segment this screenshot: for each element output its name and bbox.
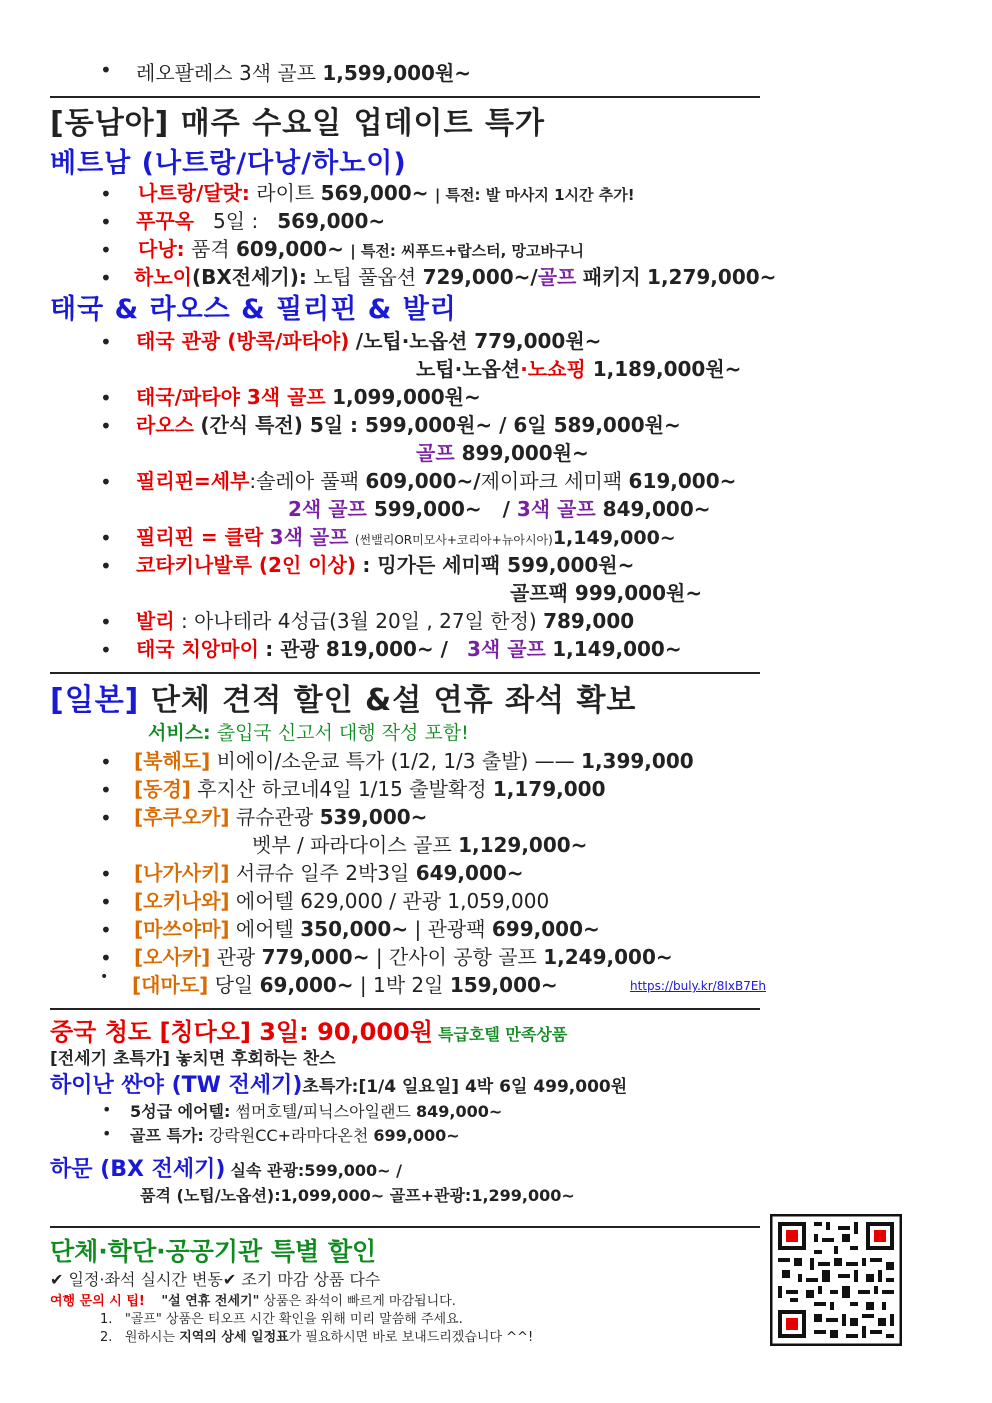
item-golf-price: 1,279,000~ <box>647 265 777 289</box>
item-desc: 당일 <box>214 973 254 997</box>
list-item <box>134 773 605 802</box>
item-note: (썬밸리OR미모사+코리아+뉴아시아) <box>354 533 553 547</box>
item-desc: 강락원CC+라마다온천 <box>208 1126 369 1145</box>
tip-item-1 <box>100 1308 463 1327</box>
item-price: 1,129,000~ <box>458 833 588 857</box>
list-item <box>130 1123 460 1146</box>
list-item <box>138 233 584 262</box>
item-desc: (간식 특전) 5일 : 599,000원~ / 6일 589,000원~ <box>200 413 681 437</box>
bullet: • <box>100 610 112 634</box>
xiamen-rest: 실속 관광:599,000~ / <box>230 1161 403 1180</box>
item-price: 779,000~ <box>261 945 370 969</box>
bullet: • <box>100 238 112 262</box>
hainan-line <box>50 1068 627 1099</box>
bullet: • <box>100 778 112 802</box>
item-name: [나가사키] <box>134 861 230 885</box>
bullet: • <box>100 969 109 985</box>
item-desc: 에어텔 629,000 / 관광 1,059,000 <box>235 889 550 913</box>
list-item <box>136 409 681 438</box>
bullet: • <box>100 638 112 662</box>
list-item <box>136 465 736 494</box>
item-name: [동경] <box>134 777 191 801</box>
item-desc-2: 제이파크 세미팩 <box>480 469 623 493</box>
item-golf: 3색 골프 <box>467 637 546 661</box>
item-golf-desc: 패키지 <box>582 265 641 289</box>
divider <box>50 1226 760 1228</box>
item-name: 발리 <box>136 609 175 633</box>
bullet: • <box>100 330 112 354</box>
bullet: • <box>100 210 112 234</box>
list-item <box>134 801 427 830</box>
qr-code-icon <box>770 1214 902 1346</box>
bullet: • <box>100 526 112 550</box>
list-item <box>136 325 601 354</box>
list-item-continued <box>252 829 587 858</box>
item-price: 569,000~ <box>320 181 429 205</box>
list-item <box>136 57 471 86</box>
divider <box>50 1008 760 1010</box>
check-line: ✔ 일정·좌석 실시간 변동✔ 조기 마감 상품 다수 <box>50 1270 381 1289</box>
bullet: • <box>100 890 112 914</box>
list-item <box>134 857 524 886</box>
footer-title: 단체·학단·공공기관 특별 할인 <box>50 1237 377 1266</box>
list-item <box>130 1099 502 1122</box>
item-desc: : 밍가든 세미팩 599,000원~ <box>362 553 635 577</box>
bullet: • <box>100 470 112 494</box>
list-item <box>134 745 694 774</box>
item-price-2: 1,249,000~ <box>543 945 673 969</box>
bullet: • <box>100 182 112 206</box>
item-desc: 5일 : <box>213 209 259 233</box>
item-price: 699,000~ <box>373 1126 460 1145</box>
item-name: [대마도] <box>132 973 209 997</box>
item-golf: 3색 골프 <box>269 525 349 549</box>
multi-heading: 태국 & 라오스 & 필리핀 & 발리 <box>50 294 457 325</box>
item-price: 649,000~ <box>415 861 524 885</box>
service-text: 출입국 신고서 대행 작성 포함! <box>216 722 469 744</box>
xiamen-title: 하문 (BX 전세기) <box>50 1157 226 1182</box>
list-item-continued: 골프팩 999,000원~ <box>510 581 703 605</box>
item-name: 레오팔레스 3색 골프 <box>136 61 316 85</box>
bullet: • <box>102 1100 112 1119</box>
hainan-rest: 초특가:[1/4 일요일] 4박 6일 499,000원 <box>302 1077 628 1097</box>
list-item <box>138 177 635 206</box>
item-note: | 특전: 발 마사지 1시간 추가! <box>434 186 635 204</box>
qingdao-note: 특급호텔 만족상품 <box>438 1025 568 1044</box>
list-item-continued <box>416 353 741 382</box>
item-name: [후쿠오카] <box>134 805 230 829</box>
item-price: 599,000~ <box>373 497 482 521</box>
item-desc: 썸머호텔/피닉스아일랜드 <box>235 1102 411 1121</box>
section-title-sea: [동남아] 매주 수요일 업데이트 특가 <box>50 106 545 141</box>
item-price-2: 619,000~ <box>628 469 737 493</box>
item-price-2: 699,000~ <box>491 917 600 941</box>
qingdao-title: 중국 청도 [칭다오] 3일: 90,000원 <box>50 1018 433 1046</box>
tip-item-2 <box>100 1326 533 1345</box>
qingdao-line <box>50 1012 567 1047</box>
item-name: [마쓰야마] <box>134 917 230 941</box>
tip-label: 여행 문의 시 팁! <box>50 1294 145 1309</box>
item-golf: 골프 <box>416 441 455 465</box>
title-rest: 단체 견적 할인 &설 연휴 좌석 확보 <box>150 683 637 718</box>
item-note: | 특전: 씨푸드+랍스터, 망고바구니 <box>350 242 585 260</box>
item-price: 539,000~ <box>319 805 428 829</box>
tip-highlight: "설 연휴 전세기" <box>161 1294 260 1309</box>
item-name: 태국 관광 (방콕/파타야) <box>136 329 350 353</box>
item-desc: 라이트 <box>256 181 315 205</box>
tip-line <box>50 1290 456 1309</box>
tip-text-2: 가 필요하시면 바로 보내드리겠습니다 ^^! <box>288 1330 534 1345</box>
item-desc: : 관광 819,000~ / <box>265 637 448 661</box>
item-desc: 후지산 하코네4일 1/15 출발확정 <box>197 777 487 801</box>
item-name: 필리핀=세부 <box>136 469 250 493</box>
bullet: • <box>100 414 112 438</box>
item-desc: 품격 <box>191 237 230 261</box>
item-name: 푸꾸옥 <box>136 209 194 233</box>
bullet: • <box>100 946 112 970</box>
xiamen-line <box>50 1152 402 1183</box>
list-item-continued <box>416 437 589 466</box>
item-price: 1,149,000~ <box>552 527 676 549</box>
list-item <box>136 605 634 634</box>
item-name: [오키나와] <box>134 889 230 913</box>
tip-num: 2. <box>100 1330 113 1345</box>
bullet: • <box>102 1124 112 1143</box>
bullet: • <box>100 918 112 942</box>
item-price: 569,000~ <box>277 209 386 233</box>
divider <box>50 672 760 674</box>
item-name: 필리핀 = 클락 <box>136 525 264 549</box>
detail-link[interactable]: https://buly.kr/8IxB7Eh <box>630 979 767 993</box>
item-name: 코타키나발루 (2인 이상) <box>136 553 357 577</box>
item-desc: 관광 <box>216 945 256 969</box>
list-item <box>134 941 673 970</box>
service-note <box>148 718 469 745</box>
item-price: 899,000원~ <box>461 441 589 465</box>
item-desc: 벳부 / 파라다이스 골프 <box>252 833 452 857</box>
item-price: 849,000~ <box>416 1102 503 1121</box>
item-price: 609,000~ <box>236 237 344 261</box>
title-bracket: [일본] <box>50 683 140 718</box>
item-desc: :솔레아 풀팩 <box>249 469 360 493</box>
item-label: 5성급 에어텔: <box>130 1102 231 1121</box>
item-golf-3: 3색 골프 <box>516 497 596 521</box>
bullet: • <box>100 266 112 290</box>
item-price: 729,000~/ <box>422 265 538 289</box>
item-golf-2: 2색 골프 <box>288 497 367 521</box>
item-price: 1,399,000 <box>581 749 694 773</box>
item-golf: 골프 <box>537 265 577 289</box>
item-name: 하노이 <box>134 265 192 289</box>
tip-highlight: 지역의 상세 일정표 <box>179 1330 289 1345</box>
item-sep: | 1박 2일 <box>359 973 444 997</box>
list-item <box>134 261 776 290</box>
bullet: • <box>100 750 112 774</box>
tip-num: 1. <box>100 1312 113 1327</box>
list-item-continued <box>288 493 711 522</box>
item-sep: | 간사이 공항 골프 <box>375 945 537 969</box>
bullet: • <box>100 862 112 886</box>
item-desc: 에어텔 <box>235 917 294 941</box>
item-desc: : 아나테라 4성급(3월 20일 , 27일 한정) <box>181 609 537 633</box>
bullet: • <box>100 58 112 82</box>
tip-text: 원하시는 <box>124 1330 176 1345</box>
list-item <box>136 633 682 662</box>
item-name: [북해도] <box>134 749 211 773</box>
item-name: 라오스 <box>136 413 194 437</box>
list-item <box>134 885 549 914</box>
item-price-2: 159,000~ <box>449 973 558 997</box>
item-name: 태국 치앙마이 <box>136 637 259 661</box>
charter-note: [전세기 초특가] 놓치면 후회하는 찬스 <box>50 1049 336 1069</box>
list-item <box>136 205 385 234</box>
item-price: 69,000~ <box>259 973 354 997</box>
item-name: 나트랑/달랏: <box>138 181 250 205</box>
item-name: [오사카] <box>134 945 211 969</box>
list-item <box>136 521 676 550</box>
item-price: 1,149,000~ <box>552 637 682 661</box>
item-desc: /노팁·노옵션 779,000원~ <box>355 329 602 353</box>
bullet: • <box>100 806 112 830</box>
item-paren: (BX전세기): <box>191 265 307 289</box>
item-desc: 노팁·노옵션 <box>416 357 521 381</box>
item-name: 다낭: <box>138 237 185 261</box>
item-desc: 큐슈관광 <box>235 805 314 829</box>
service-label: 서비스: <box>148 722 211 744</box>
item-price: 1,599,000원~ <box>322 61 472 85</box>
item-desc: 비에이/소운쿄 특가 (1/2, 1/3 출발) —— <box>216 749 575 773</box>
item-desc: 서큐슈 일주 2박3일 <box>235 861 410 885</box>
item-price-2: 849,000~ <box>602 497 711 521</box>
item-sep: | 관광팩 <box>414 917 486 941</box>
item-sep: / <box>502 497 510 521</box>
item-price: 1,099,000원~ <box>332 385 481 409</box>
item-price: 350,000~ <box>300 917 409 941</box>
item-price: 609,000~/ <box>365 469 481 493</box>
bullet: • <box>100 386 112 410</box>
list-item <box>134 913 600 942</box>
item-price: 789,000 <box>543 609 635 633</box>
hainan-title: 하이난 싼야 (TW 전세기) <box>50 1073 303 1098</box>
tip-text: "골프" 상품은 티오프 시간 확인을 위해 미리 말씀해 주세요. <box>124 1312 463 1327</box>
item-price: 1,189,000원~ <box>592 357 742 381</box>
item-label: 골프 특가: <box>130 1126 204 1145</box>
list-item <box>136 549 634 578</box>
tip-text: 상품은 좌석이 빠르게 마감됩니다. <box>263 1294 456 1309</box>
list-item <box>136 381 481 410</box>
item-desc: 노팁 풀옵션 <box>313 265 417 289</box>
list-item <box>132 969 558 998</box>
section-title-japan <box>50 675 636 719</box>
item-desc-highlight: ·노쇼핑 <box>520 357 586 381</box>
item-price: 1,179,000 <box>492 777 606 801</box>
xiamen-line-2: 품격 (노팁/노옵션):1,099,000~ 골프+관광:1,299,000~ <box>140 1186 575 1205</box>
item-name: 태국/파타야 3색 골프 <box>136 385 326 409</box>
vietnam-heading: 베트남 (나트랑/다낭/하노이) <box>50 148 407 179</box>
bullet: • <box>100 554 112 578</box>
